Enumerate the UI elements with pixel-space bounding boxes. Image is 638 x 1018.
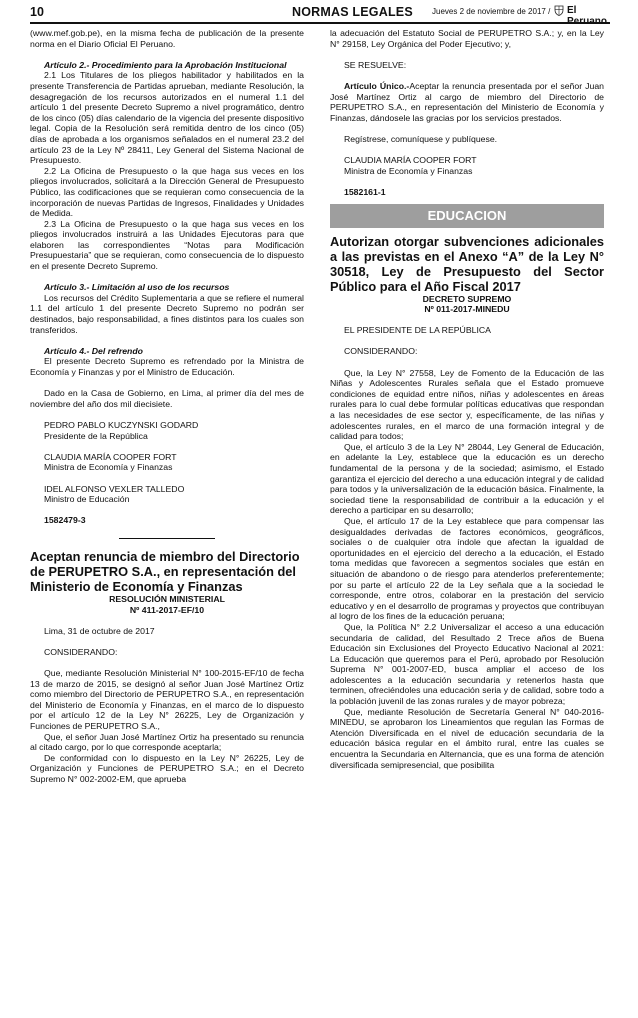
paragraph: Que, la Ley N° 27558, Ley de Fomento de la Educación de las Niñas y Adolescentes Rurales señala que el Estado promueve condiciones de equidad entre niños, niñas y adolescentes en áreas rurales para lo cual debe formular políticas educativas que respondan a las necesidades de ese sector y, específicamente, de las niñas y adolescentes rurales, en el marco de una formación integral y de calidad para todos; xyxy=(330,367,604,442)
signatory-role: Ministro de Educación xyxy=(44,494,130,505)
signatory-role: Ministra de Economía y Finanzas xyxy=(344,165,473,176)
paragraph xyxy=(330,81,604,123)
paragraph: Que, mediante Resolución de Secretaría General N° 040-2016-MINEDU, se aprobaron los Lineamientos que regulan las Formas de Atención Diversificada en el nivel de educación secundaria de la educación básica regular en el ámbito rural, entre las cuales se encuentra la Secundaria en Alternancia, que es una forma de atención diversificada semipresencial, que posibilita xyxy=(330,706,604,770)
article-heading: Artículo 2.- Procedimiento para la Aprobación Institucional xyxy=(44,59,287,70)
paragraph: Los recursos del Crédito Suplementaria a que se refiere el numeral 1.1 del artículo 1 del presente Decreto Supremo no podrán ser destinados, bajo responsabilidad, a fines distintos para los cuales son transferidos. xyxy=(30,292,304,335)
page-header xyxy=(30,5,610,21)
article-heading: Artículo 4.- Del refrendo xyxy=(44,345,143,356)
paragraph: 2.3 La Oficina de Presupuesto o la que haga sus veces en los pliegos involucrados instruirá a las Unidades Ejecutoras para que elaboren las correspondientes “Notas para Modificación Presupuestaria” que se requieran, como consecuencia de lo dispuesto en el presente Decreto Supremo. xyxy=(30,218,304,272)
section-banner: EDUCACION xyxy=(330,204,604,228)
paragraph: 2.1 Los Titulares de los pliegos habilitador y habilitados en la presente Transferencia de Partidas aprueban, mediante Resolución, la desagregación de los recursos autorizados en el numeral 1.1 del artículo 1 del presente Decreto Supremo a nivel programático, dentro de los cinco (05) días calendario de la vigencia del presente dispositivo legal. Copia de la Resolución será remitida dentro de los cinco (05) días de aprobada a los organismos señalados en el numeral 23.2 del artículo 23 de la Ley Nº 28411, Ley General del Sistema Nacional de Presupuesto. xyxy=(30,70,304,166)
decree-label: DECRETO SUPREMO xyxy=(422,293,512,304)
paragraph: 2.2 La Oficina de Presupuesto o la que haga sus veces en los pliegos involucrados, solicitará a la Dirección General de Presupuesto Público, las codificaciones que se requieran como consecuencia de la incorporación de nuevas Partidas de Ingresos, Finalidades y Unidades de Medida. xyxy=(30,165,304,219)
coat-of-arms-icon xyxy=(554,5,564,16)
president-line: EL PRESIDENTE DE LA REPÚBLICA xyxy=(344,325,491,336)
paragraph: Que, mediante Resolución Ministerial N° 100-2015-EF/10 de fecha 13 de marzo de 2015, se designó al señor Juan José Martínez Ortiz como miembro del Directorio de PERUPETRO S.A., en representación del Ministerio de Economía y Finanzas, en el marco de lo dispuesto por el artículo 12 de la Ley N° 26225, Ley de Organización y Funciones de PERUPETRO S.A., xyxy=(30,668,304,732)
signatory-role: Ministra de Economía y Finanzas xyxy=(44,462,173,473)
paragraph: Que, la Política N° 2.2 Universalizar el acceso a una educación secundaria de calidad, del Resultado 2 Trece años de Buena Educación sin Exclusiones del Proyecto Educativo Nacional al 2021: La Educación que queremos para el Perú, aprobado por Resolución Suprema N° 001-2007-ED, busca ampliar el acceso de los adolescentes a la educación secundaria y retenerlos hasta que terminen, ofreciéndoles una educación seria y de calidad, sobre todo a la población juvenil de las zonas rurales y de mayor pobreza; xyxy=(330,621,604,707)
page-number: 10 xyxy=(30,5,44,19)
right-column xyxy=(330,28,604,770)
article-heading: Artículo 3.- Limitación al uso de los recursos xyxy=(44,282,230,293)
separator-line xyxy=(119,538,215,539)
signatory-role: Presidente de la República xyxy=(44,430,148,441)
article-heading: Artículo Único.- xyxy=(344,80,410,91)
paragraph: Que, el señor Juan José Martínez Ortiz ha presentado su renuncia al citado cargo, por lo que corresponde aceptarla; xyxy=(30,731,304,753)
section-name: NORMAS LEGALES xyxy=(292,5,413,19)
paragraph: El presente Decreto Supremo es refrendado por la Ministra de Economía y Finanzas y por el Ministro de Educación. xyxy=(30,356,304,377)
publication-code: 1582161-1 xyxy=(344,186,386,197)
newspaper-logo: El xyxy=(567,5,577,16)
article-title: Autorizan otorgar subvenciones adicionales a las previstas en el Anexo “A” de la Ley N° 30518, Ley de Presupuesto del Sector Público para el Año Fiscal 2017 xyxy=(330,233,604,294)
paragraph: la adecuación del Estatuto Social de PERUPETRO S.A.; y, en la Ley N° 29158, Ley Orgánica del Poder Ejecutivo; y, xyxy=(330,28,604,49)
resuelve-heading: SE RESUELVE: xyxy=(344,59,407,70)
header-rule xyxy=(30,22,610,24)
paragraph: (www.mef.gob.pe), en la misma fecha de publicación de la presente norma en el Diario Oficial El Peruano. xyxy=(30,28,304,49)
signatory-name: IDEL ALFONSO VEXLER TALLEDO xyxy=(44,483,185,494)
signatory-name: CLAUDIA MARÍA COOPER FORT xyxy=(344,155,477,166)
signatory-name: PEDRO PABLO KUCZYNSKI GODARD xyxy=(44,419,199,430)
paragraph: Que, el artículo 17 de la Ley establece que para compensar las desigualdades derivadas de factores económicos, geográficos, sociales o de cualquier otra índole que afectan la igualdad de oportunidades en el ejercicio del derecho a la educación, el Estado toma medidas que favorecen a segmentos sociales que están en situación de abandono o de riesgo para atenderlos preferentemente; por su parte el artículo 22 de la Ley señala que a la sociedad le corresponde, entre otros, colaborar en la prestación del servicio educativo y en el desarrollo de programas y proyectos que contribuyan al logro de los fines de la educación peruana; xyxy=(330,515,604,622)
paragraph: Dado en la Casa de Gobierno, en Lima, al primer día del mes de noviembre del año dos mil diecisiete. xyxy=(30,388,304,409)
article-text: Aceptar la renuncia presentada por el señor Juan José Martínez Ortiz al cargo de miembro del Directorio de PERUPETRO S.A., en representación del Ministerio de Economía y Finanzas, dándosele las gracias por los servicios prestados. xyxy=(330,80,604,123)
resolution-number: Nº 411-2017-EF/10 xyxy=(129,604,205,615)
decree-number: Nº 011-2017-MINEDU xyxy=(424,304,510,315)
considerando-heading: CONSIDERANDO: xyxy=(44,646,118,657)
resolution-label: RESOLUCIÓN MINISTERIAL xyxy=(109,593,225,604)
signatory-name: CLAUDIA MARÍA COOPER FORT xyxy=(44,451,177,462)
left-column xyxy=(30,28,304,785)
issue-date: Jueves 2 de noviembre de 2017 / xyxy=(432,7,551,16)
article-title: Aceptan renuncia de miembro del Directorio de PERUPETRO S.A., en representación del Ministerio de Economía y Finanzas xyxy=(30,548,300,594)
place-date: Lima, 31 de octubre de 2017 xyxy=(44,625,155,636)
paragraph: De conformidad con lo dispuesto en la Ley N° 26225, Ley de Organización y Funciones de PERUPETRO S.A.; en el Decreto Supremo N° 002-2002-EM, que aprueba xyxy=(30,752,304,784)
publication-code: 1582479-3 xyxy=(44,515,86,526)
paragraph: Que, el artículo 3 de la Ley N° 28044, Ley General de Educación, en adelante la Ley, establece que la educación es un derecho fundamental de la persona y de la sociedad; asimismo, el Estado garantiza el ejercicio del derecho a una educación integral y de calidad para todos y la universalización de la educación básica. Finalmente, la sociedad tiene la responsabilidad de contribuir a la educación y el derecho a participar en su desarrollo; xyxy=(330,441,604,516)
considerando-heading: CONSIDERANDO: xyxy=(344,346,418,357)
closing-formula: Regístrese, comuníquese y publíquese. xyxy=(344,133,498,144)
